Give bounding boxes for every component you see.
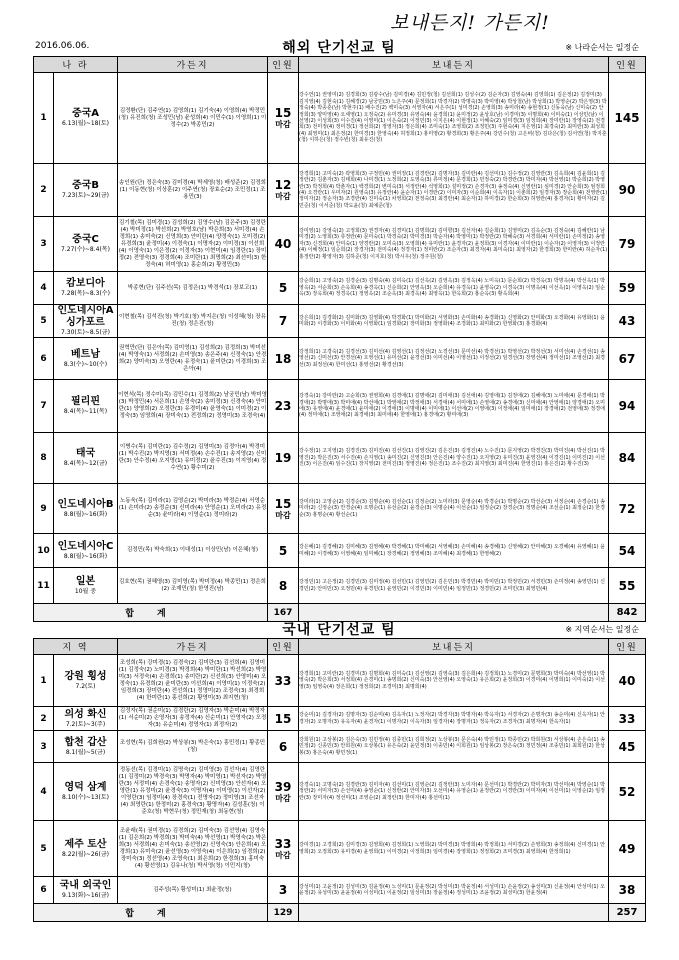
senders-list: 강경숙(1) 고명숙(2) 김경란(3) 김미자(4) 김선미(1) 김영순(2) 김정란(3) 노미자(4) 문선미(1) 박경란(2) 박미자(3) 박선미(4) 박영순(1) 박정란(2) 서미자(3) 손선미(4) 송영순(1) 신정란(2) 안미자(3) 오선미(4) 유영순(1) 윤정란(2) 이경란(3) 이미자(4) 이선미(1) 이영순(2) 임정란(3) 장미자(4) 정선미(1) 조영순(2) 최정란(3) 한미자(4) 홍선미(1): [299, 763, 609, 821]
place-name: 태국: [75, 448, 96, 459]
goers-list: 노동욱(목) 김미라(1) 김영순(2) 박미라(3) 박정순(4) 서영순(1) 손미라(2) 송정순(3) 신미라(4) 안영순(1) 오미라(2) 유정순(3) 윤미라(4) 이영순(1) 정미라(2): [118, 484, 268, 534]
senders-list: 강은혜(1) 김경혜(2) 김미혜(3) 김영혜(4) 박경혜(1) 박미혜(2) 서영혜(3) 손미혜(4) 송경혜(1) 신영혜(2) 안미혜(3) 오경혜(4) 유영혜(1) 윤미혜(2) 이경혜(3) 이영혜(4) 임미혜(1) 장경혜(2) 정영혜(3) 조미혜(4) 최경혜(1) 한영혜(2): [299, 534, 609, 568]
overseas-row: [34, 164, 646, 217]
goers-list: 권혁만(단) 김은아(목) 김미영(1) 김성희(2) 김정희(3) 박미선(4) 박영숙(1) 서정희(2) 손미영(3) 송은주(4) 신정숙(1) 안경희(2) 양미숙(3) 오영란(4) 유정숙(1) 윤미란(2) 이경희(3) 조은아(4): [118, 338, 268, 380]
goers-list: 김기철(목) 김미경(1) 김성희(2) 김영수(남) 김은주(3) 김정란(4) 박미정(1) 박선희(2) 박영호(남) 박은희(3) 서미경(4) 손정희(1) 송미숙(2) 신영희(3) 안미란(4) 양정숙(1) 오미경(2) 유경희(3) 윤정미(4) 이경숙(1) 이명자(2) 이미정(3) 이선희(4) 이영숙(1) 이은정(2) 이정자(3) 이현미(4) 임경란(1) 장미정(2) 전영숙(3) 정경희(4) 조미란(1) 최명희(2) 최선미(3) 한정숙(4) 허미영(1) 홍순희(2) 황정민(3): [118, 217, 268, 272]
overseas-sum-total: 842: [609, 604, 646, 622]
senders-list: 강희원(1) 고상봉(2) 김은숙(3) 김민정(4) 김종민(1) 김희정(2) 노상봉(3) 문은숙(4) 박민정(1) 박종민(2) 박희원(3) 서상봉(4) 손은숙(1) 송민정(2) 신종민(3) 안희원(4) 오상봉(1) 유은숙(2) 윤민정(3) 이종민(4) 이희원(1) 임상봉(2) 장은숙(3) 정민정(4) 조종민(1) 최희원(2) 한상봉(3) 홍은숙(4) 황민정(1): [299, 731, 609, 763]
goers-count: 23: [274, 399, 292, 413]
row-number: 1: [34, 73, 54, 164]
domestic-row: [34, 763, 646, 821]
row-number: 1: [34, 655, 54, 707]
place-dates: 8.3(수)~10(수): [63, 360, 108, 368]
senders-total: 94: [609, 380, 646, 433]
goers-count-cell: [268, 305, 299, 338]
goers-count: 19: [274, 451, 292, 465]
place-name: 중국B: [72, 180, 99, 191]
col-goers-count: 인원: [268, 639, 299, 655]
overseas-row: [34, 568, 646, 604]
place-name: 베트남: [71, 348, 100, 360]
goers-count: 15: [274, 106, 292, 120]
domestic-header: [33, 618, 645, 638]
goers-count-cell: [268, 484, 299, 534]
overseas-place: [54, 217, 118, 272]
domestic-header-row: [34, 639, 646, 655]
goers-list: 이병수(목) 김미란(1) 김수정(2) 김영미(3) 김정아(4) 박경미(1) 박수진(2) 박지영(3) 서미정(4) 손수진(1) 송지영(2) 신미란(3) 안수정(4) 오지영(1) 유미정(2) 윤수진(3) 이지영(4) 정수연(1) 황수미(2): [118, 433, 268, 484]
goers-count: 3: [278, 883, 288, 897]
domestic-sum-row: [34, 904, 646, 922]
col-region: 지 역: [34, 639, 118, 655]
place-dates: 8.10(수)~13(토): [62, 793, 109, 801]
overseas-order-note: ※ 나라순서는 일정순: [565, 43, 639, 52]
senders-list: 강수연(1) 권영미(2) 김경희(3) 김광수(남) 김미경(4) 김민정(청) 김선희(1) 김성수(2) 김순자(3) 김영숙(4) 김영희(1) 김은정(2) 김정미(3) 김지영(4) 김현숙(1) 김혜경(2) 남궁민(3) 노은주(4) 문정희(1) 박경자(2) 박명숙(3) 박미영(4) 박상철(남) 박성희(1) 박영순(2) 박은영(3) 박정숙(4) 박종훈(남) 박현주(1) 배수진(2) 백미숙(3) 서영자(4) 서은주(1) 성미경(2) 손영희(3) 송미라(4) 송현정(1) 신동욱(남) 신미숙(2) 안정희(3) 양미영(4) 오세영(1) 오정숙(2) 유미경(3) 유영숙(4) 윤경희(1) 윤미정(2) 윤상호(남) 이경미(3) 이명희(4) 이미숙(1) 이상민(남) 이선영(2) 이성희(3) 이수진(4) 이영미(1) 이은숙(2) 이정민(3) 이지은(4) 이현정(1) 이혜숙(2) 임미경(3) 임정희(4) 장미란(1) 장영숙(2) 전경희(3) 전미정(4) 정미경(1) 정선희(2) 정영자(3) 정은희(4) 조미숙(1) 조영희(2) 조정민(3) 주현숙(4) 지은영(1) 최경숙(2) 최미란(3) 최성희(4) 최영미(1) 최은정(2) 한미경(3) 한영숙(4) 허정희(1) 홍미영(2) 황경희(3) 황은주(4) 강민수(청) 고은비(청) 김다은(청) 김서연(청) 박지훈(청) 이하은(청) 정수빈(청) 최유진(청): [299, 73, 609, 164]
goers-count-cell: [268, 217, 299, 272]
senders-total: 55: [609, 568, 646, 604]
domestic-row: [34, 877, 646, 904]
overseas-row: [34, 73, 646, 164]
overseas-place: [54, 338, 118, 380]
goers-list: 김주성(목) 황성미(1) 최윤정(청): [118, 877, 268, 904]
overseas-place: [54, 305, 118, 338]
place-dates: 7.28(목)~8.3(수): [61, 290, 110, 297]
overseas-row: [34, 217, 646, 272]
overseas-place: [54, 484, 118, 534]
place-dates: 8.4(목)~11(목): [63, 408, 108, 415]
goers-count: 18: [274, 351, 292, 366]
place-dates: 7.30(토)~8.5(금): [61, 329, 110, 336]
goers-list: 조윤래(목) 권미경(1) 김경희(2) 김미숙(3) 김선영(4) 김영숙(1) 김은희(2) 박경희(3) 박미숙(4) 박선영(1) 박영숙(2) 박은희(3) 서경희(4) 손미숙(1) 송선영(2) 신영숙(3) 안은희(4) 오경희(1) 유미숙(2) 윤선영(3) 이영숙(4) 이은희(1) 임경희(2) 장미숙(3) 정선영(4) 조영숙(1) 최은희(2) 한경희(3) 홍미숙(4) 황선영(1) 김유나(청) 박서영(청) 이민지(청): [118, 821, 268, 877]
place-dates: 8.8(월)~16(화): [63, 510, 108, 518]
senders-list: 강미경(1) 고경희(2) 김미경(3) 김영희(4) 김정희(1) 노영희(2) 박미경(3) 박영희(4) 박정희(1) 서미경(2) 손영희(3) 송정희(4) 신미경(1) 안영희(2) 오정희(3) 유미경(4) 윤영희(1) 이미경(2) 이정희(3) 임미경(4) 장영희(1) 정정희(2) 조미경(3) 최영희(4) 한정희(1): [299, 821, 609, 877]
goers-count-cell: [268, 380, 299, 433]
goers-list: 이현철(목) 김석진(청) 박기호(청) 박지은(청) 이성혜(청) 장유진(청) 정은진(청): [118, 305, 268, 338]
domestic-sum-count: 129: [268, 904, 299, 922]
senders-list: 강미영(1) 강영숙(2) 고정희(3) 권경자(4) 김경미(1) 김명희(2) 김미향(3) 김선자(4) 김순희(1) 김영미(2) 김옥순(3) 김정숙(4) 김혜란(1) 남미경(2) 노영희(3) 류정란(4) 문미숙(1) 박경숙(2) 박미경(3) 박순자(4) 박영미(1) 박정란(2) 박혜숙(3) 서경희(4) 서미란(1) 손미정(2) 송영자(3) 신경희(4) 안미숙(1) 양경란(2) 오미숙(3) 오영희(4) 유미란(1) 윤경자(2) 윤정희(3) 이경자(4) 이미란(1) 이순자(2) 이영자(3) 이정란(4) 이혜정(1) 임순희(2) 장경자(3) 전미숙(4) 정경자(1) 정미란(2) 조순자(3) 최경자(4) 최미숙(1) 최영자(2) 한경희(3) 한미란(4) 허순자(1) 홍정란(2) 황영자(3) 김하준(청) 이지호(청) 박시우(청) 정주원(청): [299, 217, 609, 272]
goers-count: 33: [274, 673, 292, 688]
senders-total: 33: [609, 707, 646, 731]
goers-count: 5: [278, 543, 288, 558]
col-senders: 보내든지: [299, 57, 609, 73]
goers-list: 김정환(단) 김주연(1) 김영희(1) 김기숙(4) 이영희(4) 박정민(청) 유진희(청) 조성민(남) 윤성희(4) 이민수(1) 이영희(1) 이정수(2) 박종민(2): [118, 73, 268, 164]
goers-list: 조성현(목) 김희원(2) 박상봉(3) 박은숙(1) 홍민정(1) 황종민(청): [118, 731, 268, 763]
senders-total: 45: [609, 731, 646, 763]
overseas-row: [34, 484, 646, 534]
senders-list: 강경숙(1) 강미란(2) 고순희(3) 권영희(4) 김경애(1) 김명애(2) 김미애(3) 김선애(4) 김영애(1) 김정애(2) 김혜애(3) 노미애(4) 문경애(1) 박경애(2) 박명애(3) 박미애(4) 박선애(1) 박영애(2) 박정애(3) 서경애(4) 서미애(1) 손영애(2) 송경애(3) 신미애(4) 안영애(1) 양경애(2) 오미애(3) 유영애(4) 윤경애(1) 윤미애(2) 이경애(3) 이명애(4) 이미애(1) 이선애(2) 이영애(3) 이정애(4) 임미애(1) 장경애(2) 전영애(3) 정경애(4) 정미애(1) 조영애(2) 최경애(3) 최미애(4) 한영애(1) 홍경애(2) 황미애(3): [299, 380, 609, 433]
senders-total: 90: [609, 164, 646, 217]
col-goers-count: 인원: [268, 57, 299, 73]
col-goers: 가든지: [118, 57, 268, 73]
goers-count: 15: [274, 496, 292, 511]
row-number: 4: [34, 763, 54, 821]
domestic-place: [54, 655, 118, 707]
senders-total: 38: [609, 877, 646, 904]
row-number: 2: [34, 707, 54, 731]
row-number: 3: [34, 217, 54, 272]
senders-total: 84: [609, 433, 646, 484]
place-dates: 8.8(월)~16(화): [63, 552, 108, 560]
goers-list: 조성희(목) 강미경(1) 김경숙(2) 김미란(3) 김선희(4) 김영미(1) 김정숙(2) 노미경(3) 박경희(4) 박미란(1) 박선희(2) 박영미(3) 서정숙(4) 손경희(1) 송미란(2) 신선희(3) 안영미(4) 오정숙(1) 유경희(2) 윤미란(3) 이선희(4) 이영미(1) 이정숙(2) 임경희(3) 장미란(4) 전선희(1) 정영미(2) 조정숙(3) 최경희(4) 한미란(1) 홍선희(2) 황영미(3) 최지현(청): [118, 655, 268, 707]
goers-count: 6: [278, 739, 288, 754]
senders-list: 강순희(1) 고영숙(2) 김경순(3) 김명숙(4) 김미옥(1) 김선옥(2) 김영옥(3) 김정옥(4) 노미옥(1) 문순희(2) 박경옥(3) 박명옥(4) 박선옥(1) 박영옥(2) 서순희(3) 손옥희(4) 송경옥(1) 신순희(2) 안영옥(3) 오순희(4) 유경옥(1) 윤영옥(2) 이경옥(3) 이명옥(4) 이선옥(1) 이영옥(2) 임순옥(3) 장옥희(4) 정경옥(1) 정영옥(2) 조순옥(3) 최경옥(4) 최영옥(1) 한옥희(2) 홍순옥(3) 황옥희(4): [299, 272, 609, 305]
goers-list: 김정자(목) 권순미(1) 김경란(2) 김영자(3) 박순미(4) 박정자(1) 서순미(2) 손영자(3) 송정자(4) 신순미(1) 안영자(2) 오정자(3) 유순미(4) 정영자(1) 최정자(2): [118, 707, 268, 731]
row-number: 3: [34, 731, 54, 763]
place-name: 합천 갑산: [64, 736, 107, 748]
place-name: 인도네시아C: [57, 540, 114, 552]
col-senders-count: 인원: [609, 639, 646, 655]
document-date: 2016.06.06.: [35, 41, 90, 51]
goers-count: 8: [278, 578, 288, 593]
domestic-place: [54, 731, 118, 763]
place-name: 영덕 삼계: [64, 781, 107, 793]
overseas-sum-label: 합 계: [34, 604, 268, 622]
senders-total: 145: [609, 73, 646, 164]
goers-count-cell: [268, 338, 299, 380]
overseas-sum-count: 167: [268, 604, 299, 622]
row-number: 2: [34, 164, 54, 217]
overseas-title: 해외 단기선교 팀: [282, 40, 396, 56]
row-number: 8: [34, 433, 54, 484]
row-number: 6: [34, 877, 54, 904]
overseas-table: [33, 56, 646, 622]
row-number: 5: [34, 821, 54, 877]
goers-count-cell: [268, 877, 299, 904]
place-dates: 6.13(월)~18(토): [62, 120, 109, 127]
goers-count: 39: [274, 779, 292, 794]
goers-count-cell: [268, 568, 299, 604]
overseas-row: [34, 338, 646, 380]
row-number: 6: [34, 338, 54, 380]
senders-list: 강경희(1) 고미숙(2) 곽영희(3) 구정민(4) 권미정(1) 김경란(2) 김명자(3) 김미란(4) 김선미(1) 김수정(2) 김영란(3) 김옥희(4) 김윤희(1) 김정란(2) 김춘자(3) 김태희(4) 나미경(1) 노정희(2) 도영숙(3) 류미정(4) 문경희(1) 민정숙(2) 박경란(3) 박미자(4) 박선영(1) 박순희(2) 박영란(3) 박정희(4) 박춘자(1) 백경희(2) 변미숙(3) 서정란(4) 석영희(1) 설미정(2) 손경자(3) 송정숙(4) 신영란(1) 심미경(2) 안순희(3) 엄정희(4) 오경란(1) 우미자(2) 원영숙(3) 유정란(4) 윤순자(1) 이경란(2) 이미자(3) 이순희(4) 이옥자(1) 이춘희(2) 임경자(3) 장순희(4) 전영란(1) 정미자(2) 정순자(3) 조경란(4) 진미숙(1) 차영희(2) 천정숙(3) 최경란(4) 최순자(1) 하미경(2) 한순희(3) 허영란(4) 홍경자(1) 황미자(2) 김민준(청) 이서준(청) 박도윤(청) 최예준(청): [299, 164, 609, 217]
senders-list: 강은희(1) 김경화(2) 김미화(3) 김영화(4) 박경화(1) 박미화(2) 서영화(3) 손미화(4) 송경화(1) 신영화(2) 안미화(3) 오경화(4) 유영화(1) 윤미화(2) 이경화(3) 이미화(4) 이영화(1) 임경화(2) 장미화(3) 정영화(4) 조경화(1) 최미화(2) 한영화(3) 홍경화(4): [299, 305, 609, 338]
goers-count: 5: [278, 281, 288, 295]
senders-list: 강수정(1) 고지영(2) 김경진(3) 김미진(4) 김선진(1) 김영진(2) 김은진(3) 김정진(4) 노수진(1) 문지영(2) 박경진(3) 박미진(4) 박선진(1) 박영진(2) 박은진(3) 서수진(4) 손지영(1) 송미진(2) 신영진(3) 안은진(4) 양수진(1) 오지영(2) 유미진(3) 윤영진(4) 이경진(1) 이미진(2) 이선진(3) 이은진(4) 임수진(1) 장지영(2) 전미진(3) 정영진(4) 정은진(1) 조수진(2) 최지영(3) 최미진(4) 한영진(1) 홍은진(2) 황수진(3): [299, 433, 609, 484]
col-senders-count: 인원: [609, 57, 646, 73]
goers-list: 송인원(단) 정은숙(3) 김미경(4) 박세영(청) 배성준(2) 김정희(1) 이동현(청) 이상훈(2) 이주연(청) 장효순(2) 조민정(1) 조용민(3): [118, 164, 268, 217]
row-number: 7: [34, 380, 54, 433]
overseas-place: [54, 534, 118, 568]
place-name: 캄보디아: [66, 278, 105, 289]
senders-total: 49: [609, 821, 646, 877]
goers-count-cell: [268, 73, 299, 164]
senders-total: 43: [609, 305, 646, 338]
overseas-place: [54, 73, 118, 164]
goers-list: 박종현(단) 김주선(목) 김정은(1) 박경석(1) 장보고(1): [118, 272, 268, 305]
place-name: 일본: [75, 575, 96, 587]
goers-count-cell: [268, 534, 299, 568]
domestic-sum-blank: [299, 904, 609, 922]
overseas-row: [34, 380, 646, 433]
place-name: 중국C: [72, 234, 99, 245]
goers-count-cell: [268, 164, 299, 217]
row-number: 5: [34, 305, 54, 338]
overseas-row: [34, 433, 646, 484]
place-dates: 7.2(토): [75, 682, 96, 690]
overseas-place: [54, 568, 118, 604]
domestic-row: [34, 707, 646, 731]
col-goers: 가든지: [118, 639, 268, 655]
senders-list: 강성미(1) 고윤정(2) 김성미(3) 김윤정(4) 노성미(1) 문윤정(2) 박성미(3) 박윤정(4) 서성미(1) 손윤정(2) 송성미(3) 신윤정(4) 안성미(1) 오윤정(2) 유성미(3) 윤윤정(4) 이성미(1) 이윤정(2) 임성미(3) 장윤정(4) 정성미(1) 조윤정(2) 최성미(3) 한윤정(4): [299, 877, 609, 904]
goers-count-cell: [268, 763, 299, 821]
closed-mark: 마감: [275, 120, 291, 129]
closed-mark: 마감: [275, 793, 291, 803]
goers-count-cell: [268, 821, 299, 877]
goers-list: 김호현(목) 권혜영(3) 김미영(목) 박미정(4) 박종민(1) 정은희(2) 조재민(청) 한영진(남): [118, 568, 268, 604]
col-country: 나 라: [34, 57, 118, 73]
overseas-place: [54, 380, 118, 433]
senders-total: 79: [609, 217, 646, 272]
closed-mark: 마감: [275, 510, 291, 520]
overseas-row: [34, 534, 646, 568]
goers-count-cell: [268, 272, 299, 305]
goers-count-cell: [268, 433, 299, 484]
domestic-sum-label: 합 계: [34, 904, 268, 922]
place-name: 강원 횡성: [64, 670, 107, 682]
overseas-place: [54, 164, 118, 217]
domestic-place: [54, 763, 118, 821]
senders-list: 강정희(1) 고경숙(2) 김경선(3) 김미선(4) 김영선(1) 김정선(2) 노경선(3) 문미선(4) 박경선(1) 박영선(2) 박정선(3) 서미선(4) 손경선(1) 송영선(2) 신미선(3) 안경선(4) 오영선(1) 유미선(2) 윤경선(3) 이미선(4) 이영선(1) 이정선(2) 임경선(3) 장영선(4) 정미선(1) 조영선(2) 최경선(3) 최정선(4) 한미선(1) 홍영선(2) 황경선(3): [299, 338, 609, 380]
goers-count: 33: [274, 836, 292, 851]
overseas-header-row: [34, 57, 646, 73]
goers-list: 정동선(목) 김경미(1) 김명숙(2) 김미영(3) 김선자(4) 김영란(1) 김정미(2) 박경숙(3) 박명자(4) 박미영(1) 박선자(2) 박영란(3) 서정미(4) 손경숙(1) 송명자(2) 신미영(3) 안선자(4) 오영란(1) 유정미(2) 윤경숙(3) 이명자(4) 이미영(1) 이선자(2) 이영란(3) 임정미(4) 장경숙(1) 전명자(2) 정미영(3) 조선자(4) 최영란(1) 한정미(2) 홍경숙(3) 황명자(4) 김성훈(청) 이준호(청) 박현우(청) 정민재(청) 최동현(청): [118, 763, 268, 821]
goers-count-cell: [268, 655, 299, 707]
goers-count-cell: [268, 731, 299, 763]
row-number: 4: [34, 272, 54, 305]
overseas-place: [54, 433, 118, 484]
place-name: 제주 토산: [64, 838, 107, 850]
senders-total: 54: [609, 534, 646, 568]
goers-list: 김정민(목) 박숙희(1) 이대성(1) 이상민(남) 이은혜(청): [118, 534, 268, 568]
domestic-order-note: ※ 지역순서는 일정순: [565, 625, 639, 634]
place-name: 필리핀: [71, 396, 100, 407]
goers-list: 이현석(목) 정수미(목) 김민수(1) 김정희(2) 남궁민(남) 박미영(3) 박정민(4) 서은희(1) 손영숙(2) 송미정(3) 신경숙(4) 안미란(1) 양영희(2) 오정란(3) 유경미(4) 윤영숙(1) 이미경(2) 이정숙(3) 임영희(4) 장미숙(1) 전정희(2) 정영미(3) 조경숙(4): [118, 380, 268, 433]
place-dates: 8.22(월)~26(금): [62, 850, 109, 858]
goers-count: 7: [278, 314, 288, 328]
domestic-place: [54, 707, 118, 731]
goers-count: 15: [274, 711, 292, 726]
domestic-title: 국내 단기선교 팀: [282, 622, 396, 638]
col-senders: 보내든지: [299, 639, 609, 655]
domestic-row: [34, 655, 646, 707]
place-dates: 7.23(토)~29(금): [62, 192, 109, 199]
overseas-place: [54, 272, 118, 305]
place-name: 의성 화신: [64, 708, 107, 720]
domestic-table: [33, 638, 646, 922]
place-name: 인도네시아B: [57, 498, 114, 510]
senders-total: 59: [609, 272, 646, 305]
place-name: 중국A: [71, 108, 100, 119]
domestic-sum-total: 257: [609, 904, 646, 922]
senders-list: 강경희(1) 고미란(2) 김경미(3) 김명희(4) 김미숙(1) 김선영(2) 김영숙(3) 김은희(4) 김정희(1) 노경미(2) 문명희(3) 박미숙(4) 박선영(1) 박영숙(2) 박은희(3) 서정희(4) 손경미(1) 송명희(2) 신미숙(3) 안선영(4) 오영숙(1) 유은희(2) 윤정희(3) 이경미(4) 이명희(1) 이미숙(2) 이선영(3) 임영숙(4) 장은희(1) 정정희(2) 조경미(3) 최명희(4): [299, 655, 609, 707]
place-dates: 7.2(토)~3(주): [65, 720, 106, 728]
senders-total: 72: [609, 484, 646, 534]
overseas-header: [33, 36, 645, 56]
goers-count: 12: [274, 178, 292, 192]
senders-list: 강순미(1) 김경자(2) 김명자(3) 김순미(4) 김옥자(1) 노정자(2) 박경자(3) 박명자(4) 박옥자(1) 서경자(2) 손명자(3) 송순미(4) 신옥자(1) 안경자(2) 오명자(3) 유옥자(4) 윤경자(1) 이명자(2) 이옥자(3) 임경자(4) 장명자(1) 정옥자(2) 조경자(3) 최명자(4) 한옥자(1): [299, 707, 609, 731]
senders-list: 강미라(1) 고영순(2) 김경순(3) 김명순(4) 김선순(1) 김정순(2) 노미라(3) 문영순(4) 박경순(1) 박명순(2) 박선순(3) 서정순(4) 손경순(1) 송미라(2) 신정순(3) 안경순(4) 오명순(1) 유선순(2) 윤경순(3) 이명순(4) 이선순(1) 임정순(2) 장경순(3) 정명순(4) 조선순(1) 최정순(2) 한경순(3) 홍명순(4) 황선순(1): [299, 484, 609, 534]
slogan: 보내든지! 가든지!: [390, 12, 550, 34]
place-dates: 7.27(수)~8.4(목): [61, 246, 110, 253]
senders-list: 강정민(1) 고은정(2) 김경민(3) 김미정(4) 김선민(1) 김영민(2) 김은민(3) 박경민(4) 박미민(1) 박정민(2) 서경민(3) 손미정(4) 송영민(1) 신경민(2) 안미민(3) 오정민(4) 유경민(1) 윤영민(2) 이경민(3) 이미민(4) 임정민(1) 정경민(2) 조미민(3) 최영민(4): [299, 568, 609, 604]
place-dates: 8.1(월)~5(금): [65, 748, 106, 756]
senders-total: 67: [609, 338, 646, 380]
closed-mark: 마감: [275, 850, 291, 860]
goers-count: 40: [274, 237, 292, 251]
domestic-place: [54, 821, 118, 877]
domestic-row: [34, 821, 646, 877]
goers-count-cell: [268, 707, 299, 731]
closed-mark: 마감: [275, 192, 291, 201]
senders-total: 40: [609, 655, 646, 707]
place-name: 국내 외국인: [59, 880, 112, 891]
place-dates: 10월 중: [74, 587, 97, 595]
row-number: 9: [34, 484, 54, 534]
row-number: 11: [34, 568, 54, 604]
row-number: 10: [34, 534, 54, 568]
place-name: 인도네시아A 싱가포르: [57, 305, 114, 328]
overseas-row: [34, 305, 646, 338]
domestic-row: [34, 731, 646, 763]
overseas-row: [34, 272, 646, 305]
senders-total: 52: [609, 763, 646, 821]
domestic-place: [54, 877, 118, 904]
place-dates: 8.4(목)~12(금): [63, 460, 108, 467]
place-dates: 9.13(화)~16(금): [62, 892, 109, 899]
